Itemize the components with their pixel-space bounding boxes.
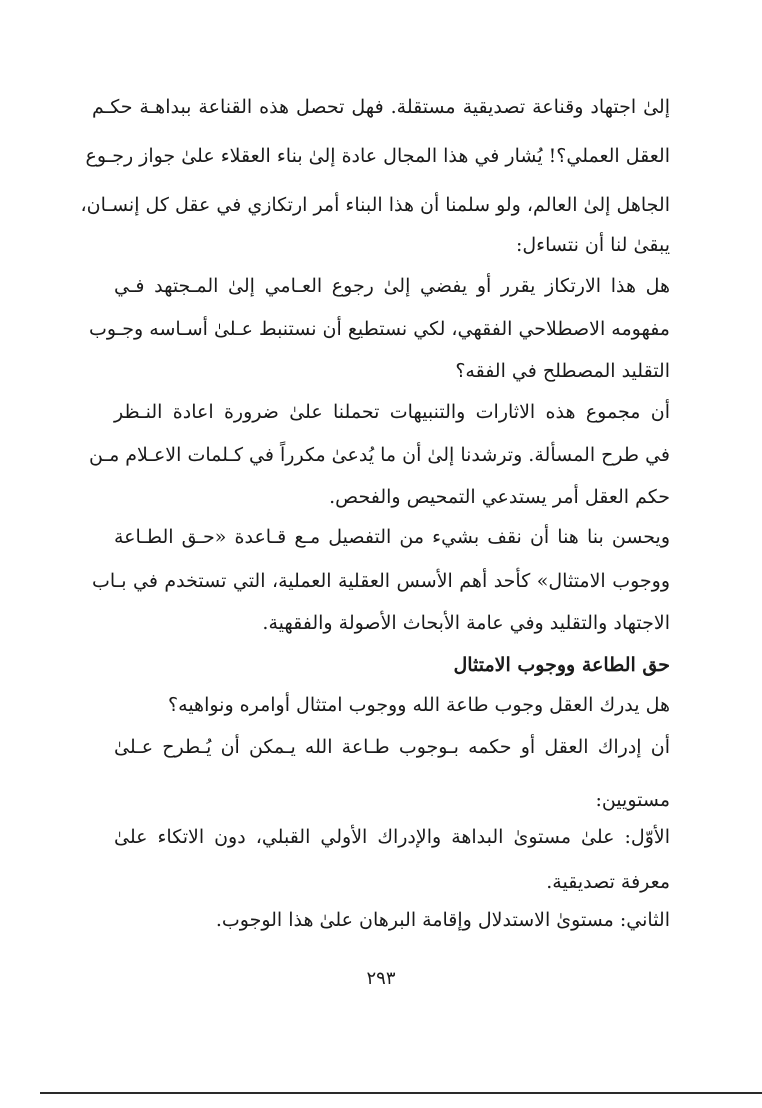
page-number: ٢٩٣: [366, 968, 396, 989]
text-line: الثاني: مستوىٰ الاستدلال وإقامة البرهان علىٰ هذا الوجوب.: [215, 909, 670, 931]
text-line: مستويين:: [595, 789, 670, 811]
text-line: هل يدرك العقل وجوب طاعة الله ووجوب امتثال أوامره ونواهيه؟: [168, 694, 670, 716]
text-line: أن مجموع هذه الاثارات والتنبيهات تحملنا علىٰ ضرورة اعادة النـظر: [114, 401, 670, 423]
bottom-rule: [40, 1092, 762, 1094]
text-line: إلىٰ اجتهاد وقناعة تصديقية مستقلة. فهل تحصل هذه القناعة ببداهـة حكـم: [92, 96, 670, 118]
text-line: هل هذا الارتكاز يقرر أو يفضي إلىٰ رجوع العـامي إلىٰ المـجتهد فـي: [114, 275, 670, 297]
text-line: الأوّل: علىٰ مستوىٰ البداهة والإدراك الأولي القبلي، دون الاتكاء علىٰ: [114, 826, 670, 848]
text-line: العقل العملي؟! يُشار في هذا المجال عادة إلىٰ بناء العقلاء علىٰ جواز رجـوع: [85, 145, 670, 167]
section-heading: حق الطاعة ووجوب الامتثال: [453, 654, 670, 676]
text-line: الجاهل إلىٰ العالم، ولو سلمنا أن هذا البناء أمر ارتكازي في عقل كل إنسـان،: [80, 194, 670, 216]
text-line: معرفة تصديقية.: [546, 871, 670, 893]
text-line: في طرح المسألة. وترشدنا إلىٰ أن ما يُدعىٰ مكرراً في كـلمات الاعـلام مـن: [89, 444, 670, 466]
text-line: الاجتهاد والتقليد وفي عامة الأبحاث الأصولة والفقهية.: [262, 612, 670, 634]
text-line: حكم العقل أمر يستدعي التمحيص والفحص.: [329, 486, 670, 508]
text-line: التقليد المصطلح في الفقه؟: [455, 360, 670, 382]
text-line: يبقىٰ لنا أن نتساءل:: [515, 234, 670, 256]
text-line: مفهومه الاصطلاحي الفقهي، لكي نستطيع أن نستنبط عـلىٰ أسـاسه وجـوب: [89, 318, 670, 340]
text-line: ووجوب الامتثال» كأحد أهم الأسس العقلية العملية، التي تستخدم في بـاب: [92, 570, 670, 592]
text-line: ويحسن بنا هنا أن نقف بشيء من التفصيل مـع قـاعدة «حـق الطـاعة: [114, 526, 670, 548]
text-line: أن إدراك العقل أو حكمه بـوجوب طـاعة الله يـمكن أن يُـطرح عـلىٰ: [114, 736, 670, 758]
